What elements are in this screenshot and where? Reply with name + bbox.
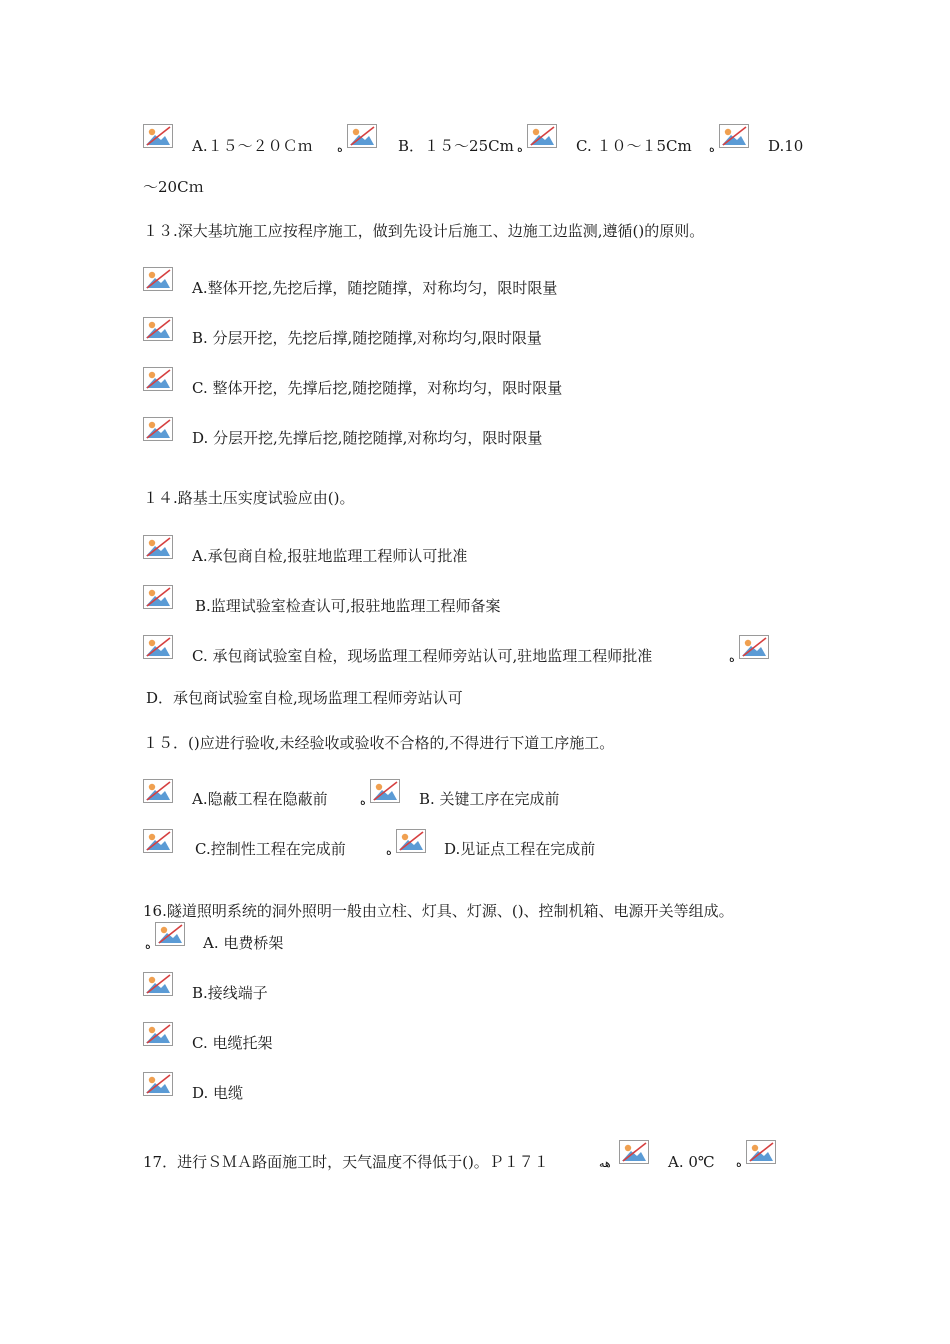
q17-question: 17．进行ＳＭＡ路面施工时，天气温度不得低于()。Ｐ１７１ xyxy=(143,1153,549,1171)
q12-option-b: B．１５～25Cm xyxy=(398,137,514,155)
broken-image-icon xyxy=(143,779,173,803)
q15-question: １５．()应进行验收,未经验收或验收不合格的,不得进行下道工序施工。 xyxy=(143,734,615,752)
q15-option-b: B. 关键工序在完成前 xyxy=(419,790,560,808)
q16-option-b: B.接线端子 xyxy=(192,984,268,1002)
q15-option-a: A.隐蔽工程在隐蔽前 xyxy=(192,790,328,808)
broken-image-icon xyxy=(143,972,173,996)
q14-option-a: A.承包商自检,报驻地监理工程师认可批准 xyxy=(192,547,468,565)
q15-option-c: C.控制性工程在完成前 xyxy=(195,840,346,858)
q13-option-b: B. 分层开挖，先挖后撑,随挖随撑,对称均匀,限时限量 xyxy=(192,329,542,347)
q12-option-a: A.１５～２０Ｃｍ xyxy=(192,137,313,155)
broken-image-icon xyxy=(143,829,173,853)
broken-image-icon xyxy=(155,922,185,946)
broken-image-icon xyxy=(719,124,749,148)
broken-image-icon xyxy=(143,367,173,391)
broken-image-icon xyxy=(739,635,769,659)
q12-option-d-part2: ～20Cｍ xyxy=(143,178,204,196)
q13-option-d: D. 分层开挖,先撑后挖,随挖随撑,对称均匀，限时限量 xyxy=(192,429,543,447)
anchor-mark-icon: هه xyxy=(599,1157,611,1170)
q16-option-c: C. 电缆托架 xyxy=(192,1034,273,1052)
q16-question: 16.隧道照明系统的洞外照明一般由立柱、灯具、灯源、()、控制机箱、电源开关等组成。 xyxy=(143,902,734,920)
broken-image-icon xyxy=(143,267,173,291)
broken-image-icon xyxy=(143,317,173,341)
q14-question: １４.路基土压实度试验应由()。 xyxy=(143,489,355,507)
q14-option-c: C. 承包商试验室自检，现场监理工程师旁站认可,驻地监理工程师批准 xyxy=(192,647,653,665)
broken-image-icon xyxy=(143,1072,173,1096)
q17-option-a: A. 0℃ xyxy=(668,1153,715,1171)
broken-image-icon xyxy=(527,124,557,148)
anchor-mark-icon: ه xyxy=(736,1157,742,1170)
q13-option-c: C. 整体开挖，先撑后挖,随挖随撑，对称均匀，限时限量 xyxy=(192,379,563,397)
broken-image-icon xyxy=(619,1140,649,1164)
broken-image-icon xyxy=(746,1140,776,1164)
broken-image-icon xyxy=(143,124,173,148)
broken-image-icon xyxy=(143,417,173,441)
q12-option-d-part1: D.10 xyxy=(768,137,804,155)
broken-image-icon xyxy=(143,535,173,559)
q14-option-d: D．承包商试验室自检,现场监理工程师旁站认可 xyxy=(146,689,463,707)
q16-option-d: D. 电缆 xyxy=(192,1084,244,1102)
anchor-mark-icon: ه xyxy=(337,142,343,155)
broken-image-icon xyxy=(347,124,377,148)
broken-image-icon xyxy=(143,1022,173,1046)
broken-image-icon xyxy=(143,635,173,659)
anchor-mark-icon: ه xyxy=(386,845,392,858)
anchor-mark-icon: ه xyxy=(145,939,151,952)
anchor-mark-icon: ه xyxy=(517,142,523,155)
broken-image-icon xyxy=(370,779,400,803)
anchor-mark-icon: ه xyxy=(360,795,366,808)
q16-option-a: A. 电费桥架 xyxy=(203,934,284,952)
broken-image-icon xyxy=(396,829,426,853)
q14-option-b: B.监理试验室检查认可,报驻地监理工程师备案 xyxy=(195,597,501,615)
broken-image-icon xyxy=(143,585,173,609)
q13-option-a: A.整体开挖,先挖后撑，随挖随撑，对称均匀，限时限量 xyxy=(192,279,558,297)
anchor-mark-icon: ه xyxy=(709,142,715,155)
q12-option-c: C. １０～１5Cm xyxy=(576,137,692,155)
q13-question: １３.深大基坑施工应按程序施工，做到先设计后施工、边施工边监测,遵循()的原则。 xyxy=(143,222,705,240)
anchor-mark-icon: ه xyxy=(729,652,735,665)
q15-option-d: D.见证点工程在完成前 xyxy=(444,840,596,858)
